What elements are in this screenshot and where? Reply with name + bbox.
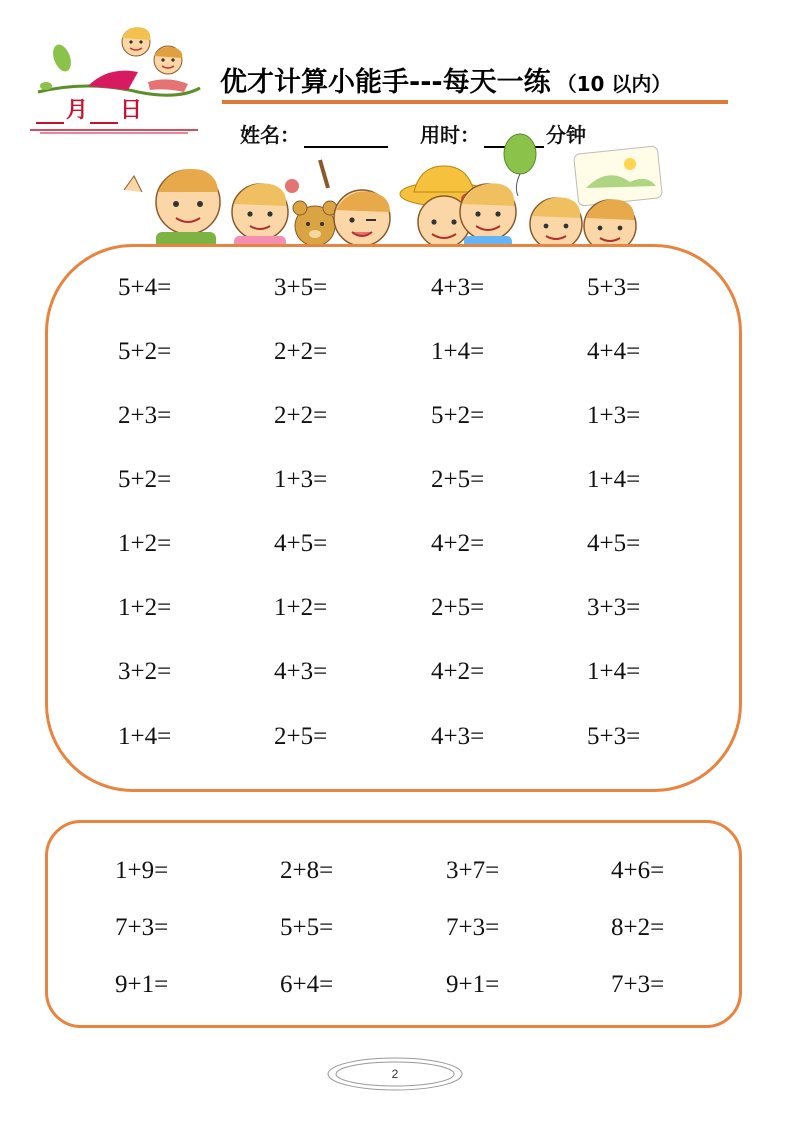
time-unit: 分钟 <box>546 123 586 147</box>
problem-s1-r1-c3[interactable]: 4+3= <box>431 274 485 301</box>
day-label: 日 <box>120 98 143 123</box>
problem-s1-r5-c1[interactable]: 1+2= <box>118 530 172 557</box>
problem-s2-r2-c3[interactable]: 7+3= <box>446 914 500 941</box>
problem-s1-r7-c1[interactable]: 3+2= <box>118 658 172 685</box>
problem-s1-r3-c4[interactable]: 1+3= <box>587 402 641 429</box>
problem-s2-r2-c1[interactable]: 7+3= <box>115 914 169 941</box>
kid-2 <box>232 179 299 254</box>
page-number: 2 <box>391 1067 399 1081</box>
problem-s1-r8-c2[interactable]: 2+5= <box>274 723 328 750</box>
day-blank[interactable] <box>90 102 118 124</box>
problem-s2-r1-c2[interactable]: 2+8= <box>280 857 334 884</box>
problem-s1-r7-c3[interactable]: 4+2= <box>431 658 485 685</box>
problem-s1-r4-c1[interactable]: 5+2= <box>118 466 172 493</box>
practice-box-1 <box>45 244 742 792</box>
title-subtitle: （10 以内） <box>556 72 672 96</box>
problem-s1-r3-c2[interactable]: 2+2= <box>274 402 328 429</box>
page-number-badge <box>326 1056 464 1092</box>
problem-s1-r6-c1[interactable]: 1+2= <box>118 594 172 621</box>
problem-s2-r2-c2[interactable]: 5+5= <box>280 914 334 941</box>
worksheet-title <box>220 60 671 98</box>
green-balloon <box>504 134 536 196</box>
problem-s1-r5-c3[interactable]: 4+2= <box>431 530 485 557</box>
problem-s2-r2-c4[interactable]: 8+2= <box>611 914 665 941</box>
problem-s1-r6-c3[interactable]: 2+5= <box>431 594 485 621</box>
month-label: 月 <box>66 98 89 123</box>
kid-1 <box>124 169 220 254</box>
problem-s1-r4-c2[interactable]: 1+3= <box>274 466 328 493</box>
problem-s1-r6-c4[interactable]: 3+3= <box>587 594 641 621</box>
problem-s1-r8-c3[interactable]: 4+3= <box>431 723 485 750</box>
problem-s1-r1-c4[interactable]: 5+3= <box>587 274 641 301</box>
children-banner-illustration <box>110 130 670 255</box>
problem-s1-r2-c3[interactable]: 1+4= <box>431 338 485 365</box>
problem-s2-r3-c2[interactable]: 6+4= <box>280 971 334 998</box>
kid-7-with-picture <box>574 146 663 252</box>
problem-s1-r8-c1[interactable]: 1+4= <box>118 723 172 750</box>
problem-s2-r3-c3[interactable]: 9+1= <box>446 971 500 998</box>
problem-s1-r7-c4[interactable]: 1+4= <box>587 658 641 685</box>
problem-s1-r4-c3[interactable]: 2+5= <box>431 466 485 493</box>
problem-s2-r3-c1[interactable]: 9+1= <box>115 971 169 998</box>
problem-s1-r2-c2[interactable]: 2+2= <box>274 338 328 365</box>
problem-s2-r1-c3[interactable]: 3+7= <box>446 857 500 884</box>
problem-s1-r7-c2[interactable]: 4+3= <box>274 658 328 685</box>
problem-s1-r8-c4[interactable]: 5+3= <box>587 723 641 750</box>
problem-s2-r3-c4[interactable]: 7+3= <box>611 971 665 998</box>
name-label: 姓名： <box>240 123 300 147</box>
problem-s1-r5-c4[interactable]: 4+5= <box>587 530 641 557</box>
problem-s1-r1-c2[interactable]: 3+5= <box>274 274 328 301</box>
problem-s1-r6-c2[interactable]: 1+2= <box>274 594 328 621</box>
problem-s1-r4-c4[interactable]: 1+4= <box>587 466 641 493</box>
problem-s1-r5-c2[interactable]: 4+5= <box>274 530 328 557</box>
problem-s1-r1-c1[interactable]: 5+4= <box>118 274 172 301</box>
time-label: 用时： <box>420 123 480 147</box>
problem-s1-r3-c1[interactable]: 2+3= <box>118 402 172 429</box>
title-main: 优才计算小能手---每天一练 <box>220 67 551 98</box>
problem-s2-r1-c4[interactable]: 4+6= <box>611 857 665 884</box>
month-blank[interactable] <box>36 102 64 124</box>
problem-s2-r1-c1[interactable]: 1+9= <box>115 857 169 884</box>
problem-s1-r2-c4[interactable]: 4+4= <box>587 338 641 365</box>
problem-s1-r3-c3[interactable]: 5+2= <box>431 402 485 429</box>
kid-6 <box>530 197 582 250</box>
problem-s1-r2-c1[interactable]: 5+2= <box>118 338 172 365</box>
title-underline <box>222 100 728 104</box>
teddy-bear <box>293 201 337 246</box>
date-field <box>34 94 194 124</box>
